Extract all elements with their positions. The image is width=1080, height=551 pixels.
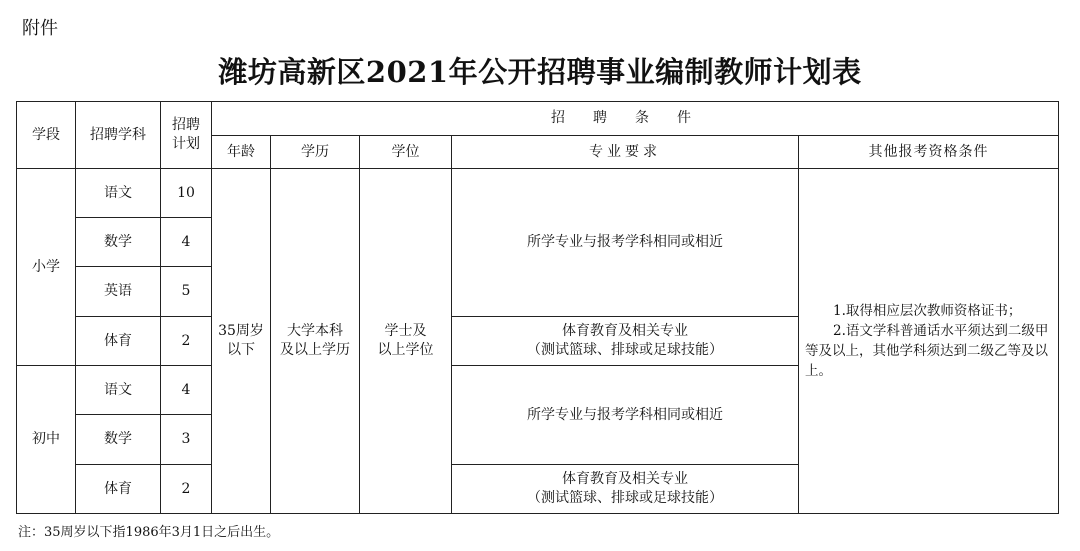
stage-primary: 小学: [17, 169, 76, 366]
plan-cell: 2: [161, 465, 212, 514]
header-stage: 学段: [17, 102, 76, 169]
header-subject: 招聘学科: [76, 102, 161, 169]
major-pe-line2: （测试篮球、排球或足球技能）: [527, 490, 723, 506]
major-pe-line1: 体育教育及相关专业: [562, 323, 688, 340]
plan-cell: 10: [161, 169, 212, 218]
subject-cell: 语文: [76, 366, 161, 415]
plan-cell: 4: [161, 366, 212, 415]
major-primary-pe: [452, 317, 799, 366]
header-plan-line1: 招聘: [172, 117, 200, 134]
subject-cell: 数学: [76, 415, 161, 465]
major-primary-general: 所学专业与报考学科相同或相近: [452, 169, 799, 317]
other-condition-2: 2.语文学科普通话水平须达到二级甲等及以上，其他学科须达到二级乙等及以上。: [805, 322, 1049, 380]
page-title: 潍坊高新区2021年公开招聘事业编制教师计划表: [218, 55, 862, 89]
plan-cell: 5: [161, 267, 212, 317]
header-education: 学历: [271, 136, 360, 169]
education-line2: 及以上学历: [280, 342, 350, 358]
degree-line2: 以上学位: [377, 342, 434, 358]
subject-cell: 体育: [76, 465, 161, 514]
degree-cell: [360, 169, 452, 514]
education-line1: 大学本科: [287, 323, 343, 340]
stage-junior: 初中: [17, 366, 76, 514]
plan-cell: 4: [161, 218, 212, 267]
age-cell: [212, 169, 271, 514]
age-line1: 35周岁: [218, 323, 264, 340]
subject-cell: 数学: [76, 218, 161, 267]
plan-cell: 2: [161, 317, 212, 366]
recruitment-plan-table: [16, 101, 1059, 514]
major-junior-general: 所学专业与报考学科相同或相近: [452, 366, 799, 465]
header-conditions: 招聘条件: [212, 102, 1059, 136]
age-line2: 以下: [227, 342, 255, 358]
subject-cell: 英语: [76, 267, 161, 317]
major-pe-line1: 体育教育及相关专业: [562, 471, 688, 488]
plan-cell: 3: [161, 415, 212, 465]
header-age: 年龄: [212, 136, 271, 169]
other-condition-1: 1.取得相应层次教师资格证书；: [833, 302, 1022, 319]
subject-cell: 语文: [76, 169, 161, 218]
major-pe-line2: （测试篮球、排球或足球技能）: [527, 342, 723, 358]
footnote: 注：35周岁以下指1986年3月1日之后出生。: [18, 525, 280, 540]
other-conditions-cell: [799, 169, 1059, 514]
degree-line1: 学士及: [384, 323, 427, 340]
header-major: 专业要求: [452, 136, 799, 169]
header-plan: [161, 102, 212, 169]
header-degree: 学位: [360, 136, 452, 169]
header-other: 其他报考资格条件: [799, 136, 1059, 169]
header-row-1: [17, 102, 1059, 136]
education-cell: [271, 169, 360, 514]
attachment-label: 附件: [22, 18, 58, 39]
table-row: [17, 169, 1059, 218]
header-plan-line2: 计划: [172, 136, 200, 152]
major-junior-pe: [452, 465, 799, 514]
subject-cell: 体育: [76, 317, 161, 366]
